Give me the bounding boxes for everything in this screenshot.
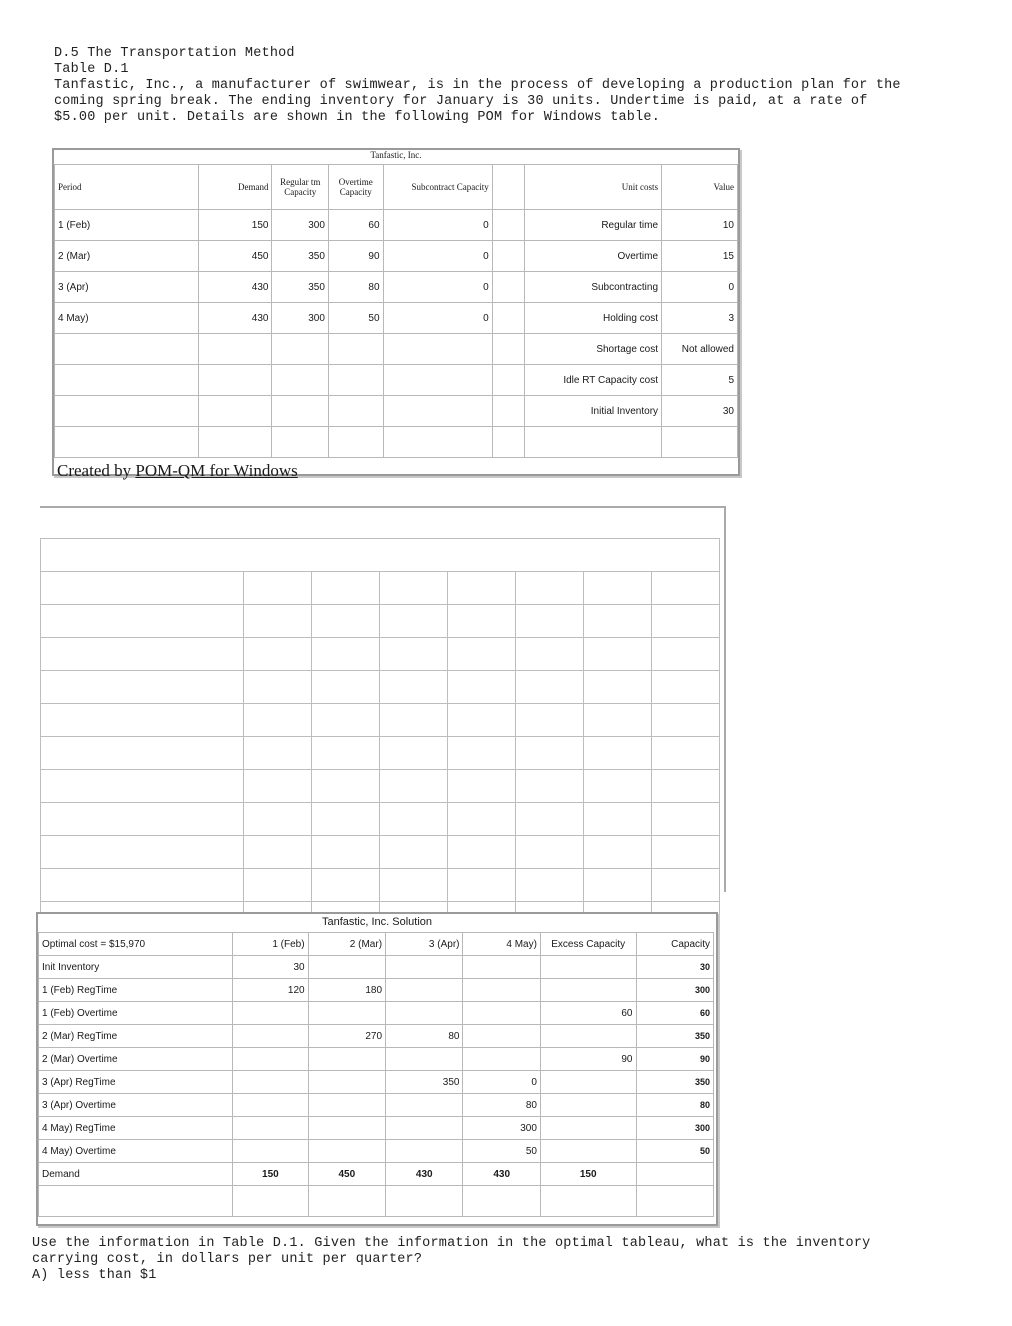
cell-capacity: 350 bbox=[636, 1071, 714, 1094]
cell-apr bbox=[386, 1048, 463, 1071]
cell-feb bbox=[233, 1002, 308, 1025]
problem-text-line-3: $5.00 per unit. Details are shown in the following POM for Windows table. bbox=[54, 110, 660, 125]
cell-apr bbox=[386, 1140, 463, 1163]
cell-cost-label: Overtime bbox=[524, 241, 661, 272]
cell-overtime bbox=[328, 365, 383, 396]
cell-mar bbox=[308, 1094, 385, 1117]
cell-overtime: 90 bbox=[328, 241, 383, 272]
cell-cost-value: 30 bbox=[662, 396, 738, 427]
header-text bbox=[54, 46, 984, 126]
cell-cost-value: 5 bbox=[662, 365, 738, 396]
row-label: 2 (Mar) Overtime bbox=[39, 1048, 233, 1071]
solution-table bbox=[36, 912, 718, 1226]
cell-spacer bbox=[492, 241, 524, 272]
table-row bbox=[55, 396, 738, 427]
col-header-may: 4 May) bbox=[463, 933, 540, 956]
cell-apr bbox=[386, 1094, 463, 1117]
table-row bbox=[39, 1048, 714, 1071]
cell-apr bbox=[386, 956, 463, 979]
cell-period bbox=[55, 365, 199, 396]
cell-mar: 270 bbox=[308, 1025, 385, 1048]
cell-period: 3 (Apr) bbox=[55, 272, 199, 303]
col-header-apr: 3 (Apr) bbox=[386, 933, 463, 956]
cell-period bbox=[55, 396, 199, 427]
demand-row bbox=[39, 1163, 714, 1186]
cell-overtime: 60 bbox=[328, 210, 383, 241]
cell-spacer bbox=[492, 396, 524, 427]
table-row bbox=[55, 241, 738, 272]
cell-capacity: 60 bbox=[636, 1002, 714, 1025]
empty-grid bbox=[40, 506, 726, 892]
cell-regular: 300 bbox=[272, 210, 328, 241]
col-header-capacity: Capacity bbox=[636, 933, 714, 956]
table-row bbox=[39, 1025, 714, 1048]
cell-may bbox=[463, 956, 540, 979]
cell-subcontract: 0 bbox=[383, 210, 492, 241]
table2-title: Tanfastic, Inc. Solution bbox=[321, 916, 433, 928]
table-row bbox=[39, 1140, 714, 1163]
cell-excess bbox=[540, 956, 636, 979]
cell-spacer bbox=[492, 365, 524, 396]
cell-cost-label: Initial Inventory bbox=[524, 396, 661, 427]
credit-prefix: Created by bbox=[57, 461, 136, 480]
table-row bbox=[39, 956, 714, 979]
cell-excess bbox=[540, 1117, 636, 1140]
table-row bbox=[55, 272, 738, 303]
cell-may bbox=[463, 1048, 540, 1071]
cell-may: 80 bbox=[463, 1094, 540, 1117]
cell-cost-label: Holding cost bbox=[524, 303, 661, 334]
col-header-mar: 2 (Mar) bbox=[308, 933, 385, 956]
col-header-period: Period bbox=[55, 165, 199, 210]
cell-subcontract bbox=[383, 396, 492, 427]
cell-cost-value: 3 bbox=[662, 303, 738, 334]
cell-overtime: 50 bbox=[328, 303, 383, 334]
table-label: Table D.1 bbox=[54, 62, 129, 77]
col-header-demand: Demand bbox=[198, 165, 272, 210]
cell-capacity: 300 bbox=[636, 979, 714, 1002]
cell-excess bbox=[540, 1140, 636, 1163]
cell-capacity: 80 bbox=[636, 1094, 714, 1117]
row-label: Init Inventory bbox=[39, 956, 233, 979]
optimal-cost-label: Optimal cost = $15,970 bbox=[39, 933, 233, 956]
row-label: 2 (Mar) RegTime bbox=[39, 1025, 233, 1048]
question-text bbox=[32, 1236, 982, 1284]
empty-grid-table bbox=[40, 538, 720, 921]
col-header-value: Value bbox=[662, 165, 738, 210]
cell-feb: 150 bbox=[233, 1163, 308, 1186]
cell-mar: 450 bbox=[308, 1163, 385, 1186]
cell-cost-value: Not allowed bbox=[662, 334, 738, 365]
cell-mar bbox=[308, 1117, 385, 1140]
col-header-subcontract-capacity: Subcontract Capacity bbox=[383, 165, 492, 210]
cell-period: 1 (Feb) bbox=[55, 210, 199, 241]
cell-overtime: 80 bbox=[328, 272, 383, 303]
cell-excess bbox=[540, 1025, 636, 1048]
table1-title: Tanfastic, Inc. bbox=[370, 150, 422, 160]
cell-apr bbox=[386, 1002, 463, 1025]
section-title: D.5 The Transportation Method bbox=[54, 46, 295, 61]
cell-may: 430 bbox=[463, 1163, 540, 1186]
cell-period bbox=[55, 334, 199, 365]
cell-mar: 180 bbox=[308, 979, 385, 1002]
input-data-table bbox=[52, 148, 740, 476]
table1-grid bbox=[54, 164, 738, 458]
table2-grid bbox=[38, 932, 714, 1217]
table-row bbox=[39, 1094, 714, 1117]
row-label: 4 May) RegTime bbox=[39, 1117, 233, 1140]
cell-cost-value: 10 bbox=[662, 210, 738, 241]
cell-regular bbox=[272, 365, 328, 396]
answer-option-a: A) less than $1 bbox=[32, 1268, 157, 1283]
cell-demand bbox=[198, 365, 272, 396]
cell-mar bbox=[308, 956, 385, 979]
cell-feb bbox=[233, 1025, 308, 1048]
pom-qm-link[interactable]: POM-QM for Windows bbox=[135, 461, 298, 480]
cell-apr: 80 bbox=[386, 1025, 463, 1048]
table-row bbox=[55, 365, 738, 396]
cell-regular: 300 bbox=[272, 303, 328, 334]
cell-may: 50 bbox=[463, 1140, 540, 1163]
col-header-regular-capacity: Regular tm Capacity bbox=[272, 165, 328, 210]
cell-subcontract: 0 bbox=[383, 303, 492, 334]
cell-regular: 350 bbox=[272, 241, 328, 272]
cell-cost-value: 0 bbox=[662, 272, 738, 303]
cell-feb: 30 bbox=[233, 956, 308, 979]
cell-subcontract: 0 bbox=[383, 272, 492, 303]
cell-regular bbox=[272, 334, 328, 365]
cell-apr: 430 bbox=[386, 1163, 463, 1186]
cell-cost-label: Regular time bbox=[524, 210, 661, 241]
cell-cost-label: Subcontracting bbox=[524, 272, 661, 303]
cell-excess bbox=[540, 1094, 636, 1117]
cell-capacity: 90 bbox=[636, 1048, 714, 1071]
cell-excess bbox=[540, 1071, 636, 1094]
problem-text-line-2: coming spring break. The ending inventory for January is 30 units. Undertime is paid, at a rate of bbox=[54, 94, 868, 109]
table1-header-row bbox=[55, 165, 738, 210]
cell-mar bbox=[308, 1140, 385, 1163]
cell-capacity: 300 bbox=[636, 1117, 714, 1140]
cell-may bbox=[463, 979, 540, 1002]
cell-period: 2 (Mar) bbox=[55, 241, 199, 272]
cell-capacity: 30 bbox=[636, 956, 714, 979]
cell-apr: 350 bbox=[386, 1071, 463, 1094]
cell-feb bbox=[233, 1048, 308, 1071]
cell-subcontract: 0 bbox=[383, 241, 492, 272]
cell-excess: 60 bbox=[540, 1002, 636, 1025]
cell-mar bbox=[308, 1048, 385, 1071]
cell-excess: 150 bbox=[540, 1163, 636, 1186]
table-row bbox=[55, 210, 738, 241]
problem-text-line-1: Tanfastic, Inc., a manufacturer of swimwear, is in the process of developing a production plan for the bbox=[54, 78, 901, 93]
cell-demand: 150 bbox=[198, 210, 272, 241]
cell-demand bbox=[198, 396, 272, 427]
table-row-empty bbox=[39, 1186, 714, 1217]
row-label: 1 (Feb) RegTime bbox=[39, 979, 233, 1002]
col-header-overtime-capacity: Overtime Capacity bbox=[328, 165, 383, 210]
cell-apr bbox=[386, 1117, 463, 1140]
cell-mar bbox=[308, 1002, 385, 1025]
col-header-feb: 1 (Feb) bbox=[233, 933, 308, 956]
table-row bbox=[39, 1071, 714, 1094]
cell-demand: 430 bbox=[198, 303, 272, 334]
col-header-unit-costs: Unit costs bbox=[524, 165, 661, 210]
cell-may bbox=[463, 1002, 540, 1025]
cell-may: 0 bbox=[463, 1071, 540, 1094]
table-row bbox=[39, 979, 714, 1002]
cell-demand: 450 bbox=[198, 241, 272, 272]
cell-cost-label: Shortage cost bbox=[524, 334, 661, 365]
cell-excess bbox=[540, 979, 636, 1002]
row-label: 3 (Apr) RegTime bbox=[39, 1071, 233, 1094]
table-row bbox=[39, 1002, 714, 1025]
cell-spacer bbox=[492, 272, 524, 303]
row-label: 1 (Feb) Overtime bbox=[39, 1002, 233, 1025]
row-label: 3 (Apr) Overtime bbox=[39, 1094, 233, 1117]
question-line-1: Use the information in Table D.1. Given the information in the optimal tableau, what is the inventory bbox=[32, 1236, 871, 1251]
cell-period: 4 May) bbox=[55, 303, 199, 334]
cell-subcontract bbox=[383, 365, 492, 396]
table2-header-row bbox=[39, 933, 714, 956]
cell-feb bbox=[233, 1094, 308, 1117]
row-label: 4 May) Overtime bbox=[39, 1140, 233, 1163]
table-row bbox=[55, 334, 738, 365]
cell-overtime bbox=[328, 396, 383, 427]
question-line-2: carrying cost, in dollars per unit per quarter? bbox=[32, 1252, 423, 1267]
cell-regular: 350 bbox=[272, 272, 328, 303]
credit-line bbox=[57, 461, 298, 481]
table-row bbox=[55, 303, 738, 334]
cell-demand: 430 bbox=[198, 272, 272, 303]
cell-capacity: 50 bbox=[636, 1140, 714, 1163]
cell-may bbox=[463, 1025, 540, 1048]
cell-overtime bbox=[328, 334, 383, 365]
cell-may: 300 bbox=[463, 1117, 540, 1140]
cell-feb bbox=[233, 1071, 308, 1094]
cell-feb bbox=[233, 1117, 308, 1140]
cell-cost-value: 15 bbox=[662, 241, 738, 272]
cell-feb bbox=[233, 1140, 308, 1163]
table-row bbox=[39, 1117, 714, 1140]
cell-mar bbox=[308, 1071, 385, 1094]
cell-spacer bbox=[492, 210, 524, 241]
col-header-excess-capacity: Excess Capacity bbox=[540, 933, 636, 956]
table-row-empty bbox=[55, 427, 738, 458]
cell-feb: 120 bbox=[233, 979, 308, 1002]
cell-regular bbox=[272, 396, 328, 427]
cell-subcontract bbox=[383, 334, 492, 365]
cell-spacer bbox=[492, 303, 524, 334]
col-header-spacer bbox=[492, 165, 524, 210]
cell-capacity bbox=[636, 1163, 714, 1186]
cell-capacity: 350 bbox=[636, 1025, 714, 1048]
row-label: Demand bbox=[39, 1163, 233, 1186]
cell-spacer bbox=[492, 334, 524, 365]
cell-demand bbox=[198, 334, 272, 365]
cell-cost-label: Idle RT Capacity cost bbox=[524, 365, 661, 396]
cell-apr bbox=[386, 979, 463, 1002]
cell-excess: 90 bbox=[540, 1048, 636, 1071]
